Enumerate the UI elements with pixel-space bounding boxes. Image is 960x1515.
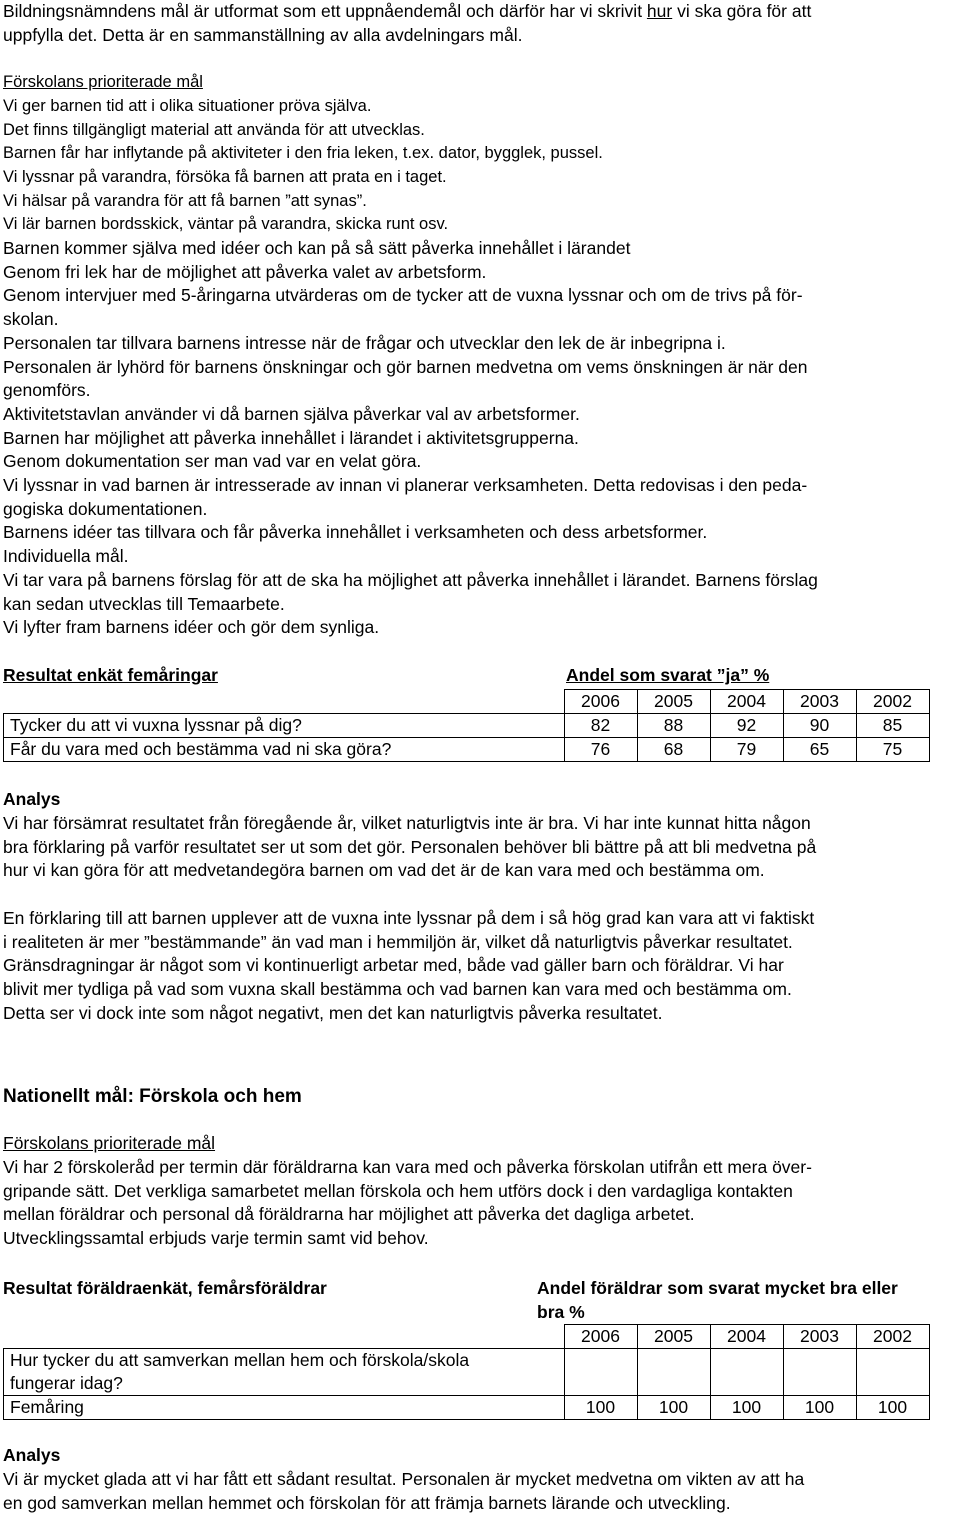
table-row [4,1396,930,1420]
intro-text: Bildningsnämndens mål är utformat som ett uppnåendemål och därför har vi skrivit [3,1,647,21]
text-line: Vi hälsar på varandra för att få barnen ”att synas”. [3,191,367,210]
text-line: Genom dokumentation ser man vad var en velat göra. [3,451,422,472]
table-2-right-title-line: bra % [537,1301,585,1322]
year-cell: 2003 [783,690,856,714]
intro-line-1 [3,0,958,24]
document-page [3,0,958,1515]
value-cell [564,1349,637,1396]
text-line: Vi är mycket glada att vi har fått ett sådant resultat. Personalen är mycket medvetna om vikten av att ha [3,1469,805,1489]
year-cell: 2006 [564,1325,637,1349]
year-cell: 2006 [564,690,637,714]
value-cell: 100 [564,1396,637,1420]
value-cell: 92 [710,714,783,738]
text-line: Aktivitetstavlan använder vi då barnen själva påverkar val av arbetsformer. [3,403,580,424]
value-cell [856,1349,929,1396]
text-line: Vi har försämrat resultatet från föregående år, vilket naturligtvis inte är bra. Vi har inte kunnat hitta någon [3,813,811,834]
value-cell [710,1349,783,1396]
text-line: genomförs. [3,380,91,401]
text-line: kan sedan utvecklas till Temaarbete. [3,593,285,614]
text-line: en god samverkan mellan hemmet och förskolan för att främja barnets lärande och utveckling. [3,1492,731,1513]
text-line: Personalen tar tillvara barnens intresse när de frågar och utvecklar den lek de är inbegripna i. [3,332,726,353]
table-2 [3,1324,930,1420]
question-cell: Femåring [4,1396,565,1420]
table-2-right-title-line: Andel föräldrar som svarat mycket bra eller [537,1277,898,1298]
table-2-title: Resultat föräldraenkät, femårsföräldrar [3,1277,327,1298]
table-1-right-title: Andel som svarat ”ja” % [566,664,770,685]
value-cell: 76 [564,738,637,762]
table-1-header [3,664,958,688]
table-row [4,1349,930,1396]
year-cell: 2005 [637,1325,710,1349]
text-line: gogiska dokumentationen. [3,498,208,519]
question-cell [4,1349,565,1396]
text-line: Vi lär barnen bordsskick, väntar på varandra, skicka runt osv. [3,215,449,234]
year-cell: 2004 [710,690,783,714]
value-cell: 79 [710,738,783,762]
text-line: Individuella mål. [3,546,129,567]
text-line: Genom intervjuer med 5-åringarna utvärderas om de tycker att de vuxna lyssnar och om de trivs på för- [3,285,803,306]
text-line: Barnen får har inflytande på aktiviteter i den fria leken, t.ex. dator, bygglek, pussel. [3,144,603,163]
table-row [4,690,930,714]
table-1-title: Resultat enkät femåringar [3,664,218,685]
value-cell: 100 [637,1396,710,1420]
value-cell: 65 [783,738,856,762]
text-line: Barnen kommer själva med idéer och kan på så sätt påverka innehållet i lärandet [3,238,631,259]
text-line: Gränsdragningar är något som vi kontinuerligt arbetar med, både vad gäller barn och föräldrar. Vi har [3,955,784,976]
text-line: skolan. [3,309,59,330]
year-cell: 2005 [637,690,710,714]
year-cell: 2002 [856,690,929,714]
text-line: Vi lyssnar in vad barnen är intresserade av innan vi planerar verksamheten. Detta redovisas i den peda- [3,475,808,496]
table-2-header [3,1277,958,1324]
section-title: Nationellt mål: Förskola och hem [3,1086,302,1108]
analys-heading: Analys [3,1445,61,1466]
text-line: Genom fri lek har de möjlighet att påverka valet av arbetsform. [3,261,487,282]
analys-heading: Analys [3,789,61,810]
year-cell: 2004 [710,1325,783,1349]
value-cell: 100 [710,1396,783,1420]
text-line: mellan föräldrar och personal då föräldrarna har möjlighet att påverka det dagliga arbetet. [3,1204,695,1225]
text-line: Detta ser vi dock inte som något negativt, men det kan naturligtvis påverka resultatet. [3,1002,663,1023]
table-row [4,738,930,762]
section-heading: Förskolans prioriterade mål [3,73,203,92]
table-row [4,714,930,738]
text-line: i realiteten är mer ”bestämmande” än vad man i hemmiljön är, vilket då naturligtvis påverkar resultatet. [3,931,793,952]
text-line: Barnens idéer tas tillvara och får påverka innehållet i verksamheten och dess arbetsformer. [3,522,708,543]
value-cell [637,1349,710,1396]
question-line: Hur tycker du att samverkan mellan hem och förskola/skola [10,1350,470,1371]
value-cell: 75 [856,738,929,762]
text-line: Utvecklingssamtal erbjuds varje termin samt vid behov. [3,1228,429,1249]
text-line: Vi har 2 förskoleråd per termin där föräldrarna kan vara med och påverka förskolan utifrån ett mera över- [3,1157,812,1178]
value-cell: 100 [783,1396,856,1420]
year-cell: 2002 [856,1325,929,1349]
text-line: bra förklaring på varför resultatet ser ut som det gör. Personalen behöver bli bättre på att bli medvetna på [3,836,817,857]
value-cell: 90 [783,714,856,738]
value-cell: 88 [637,714,710,738]
text-line: Det finns tillgängligt material att använda för att utvecklas. [3,120,425,139]
text-line: Vi lyssnar på varandra, försöka få barnen att prata en i taget. [3,167,447,186]
text-line: gripande sätt. Det verkliga samarbetet mellan förskola och hem utförs dock i den vardagliga kontakten [3,1180,793,1201]
question-cell: Tycker du att vi vuxna lyssnar på dig? [4,714,565,738]
section-heading: Förskolans prioriterade mål [3,1133,216,1154]
table-2-right-title [537,1277,898,1324]
text-line: Vi ger barnen tid att i olika situationer pröva själva. [3,96,372,115]
text-line: hur vi kan göra för att medvetandegöra barnen om vad det är de kan vara med och bestämma om. [3,860,765,881]
question-cell: Får du vara med och bestämma vad ni ska göra? [4,738,565,762]
text-line: Personalen är lyhörd för barnens önskningar och gör barnen medvetna om vems önskningen är när den [3,356,808,377]
text-line: Vi lyfter fram barnens idéer och gör dem synliga. [3,617,380,638]
intro-line-2: uppfylla det. Detta är en sammanställning av alla avdelningars mål. [3,24,523,45]
text-line: En förklaring till att barnen upplever att de vuxna inte lyssnar på dem i så hög grad kan vara att vi faktiskt [3,907,815,928]
value-cell [783,1349,856,1396]
intro-underlined-word: hur [646,1,673,21]
value-cell: 85 [856,714,929,738]
year-cell: 2003 [783,1325,856,1349]
value-cell: 82 [564,714,637,738]
text-line: Barnen har möjlighet att påverka innehållet i lärandet i aktivitetsgrupperna. [3,427,579,448]
table-row [4,1325,930,1349]
intro-text: vi ska göra för att [672,1,812,21]
value-cell: 100 [856,1396,929,1420]
value-cell: 68 [637,738,710,762]
question-line: fungerar idag? [10,1373,123,1394]
table-1 [3,689,930,762]
text-line: blivit mer tydliga på vad som vuxna skall bestämma och vad barnen kan vara med och bestämma om. [3,978,792,999]
text-line: Vi tar vara på barnens förslag för att de ska ha möjlighet att påverka innehållet i lärandet. Barnens förslag [3,569,818,590]
